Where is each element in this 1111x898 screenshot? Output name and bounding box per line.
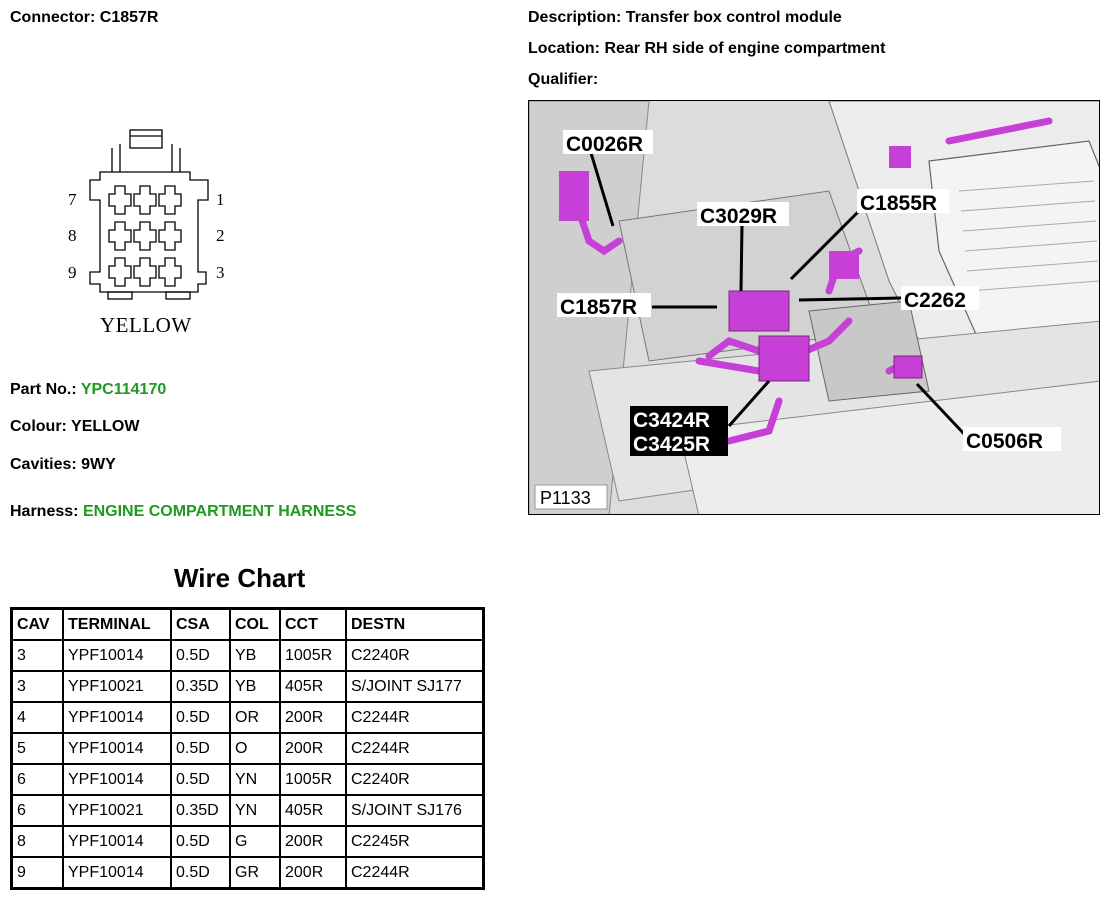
cell-col: G — [230, 826, 280, 857]
connector-value: C1857R — [99, 9, 159, 26]
col-cct: CCT — [280, 609, 346, 640]
location-label: Location: — [528, 40, 600, 57]
cell-cav: 6 — [12, 764, 63, 795]
cell-col: O — [230, 733, 280, 764]
connector-line — [10, 9, 158, 27]
cell-csa: 0.5D — [171, 702, 230, 733]
table-header-row — [12, 609, 483, 640]
qualifier-label: Qualifier: — [528, 71, 599, 88]
cell-destn: C2240R — [346, 640, 483, 671]
cell-cct: 200R — [280, 733, 346, 764]
cell-destn: C2244R — [346, 857, 483, 888]
description-label: Description: — [528, 9, 622, 26]
cell-cct: 405R — [280, 671, 346, 702]
cell-destn: S/JOINT SJ176 — [346, 795, 483, 826]
cell-destn: C2240R — [346, 764, 483, 795]
cell-csa: 0.5D — [171, 826, 230, 857]
cell-cct: 200R — [280, 857, 346, 888]
cell-cav: 9 — [12, 857, 63, 888]
cell-col: GR — [230, 857, 280, 888]
wire-chart-table — [10, 607, 485, 890]
wire-chart-title: Wire Chart — [174, 563, 306, 593]
pin-1: 1 — [216, 190, 225, 209]
cell-terminal: YPF10014 — [63, 640, 171, 671]
table-row — [12, 733, 483, 764]
cell-col: YB — [230, 640, 280, 671]
harness-label: Harness: — [10, 503, 79, 520]
cell-col: OR — [230, 702, 280, 733]
table-row — [12, 764, 483, 795]
callout-c3029r: C3029R — [700, 205, 778, 228]
connector-label: Connector: — [10, 9, 96, 26]
part-number-line — [10, 381, 166, 399]
col-csa: CSA — [171, 609, 230, 640]
cell-destn: C2245R — [346, 826, 483, 857]
pin-2: 2 — [216, 226, 225, 245]
callout-c0506r: C0506R — [966, 430, 1044, 453]
cell-col: YN — [230, 795, 280, 826]
connector-colour-caption: YELLOW — [100, 313, 192, 337]
colour-label: Colour: — [10, 418, 67, 435]
cell-terminal: YPF10021 — [63, 671, 171, 702]
cell-terminal: YPF10014 — [63, 857, 171, 888]
cavities-value: 9WY — [81, 456, 116, 473]
cell-cct: 405R — [280, 795, 346, 826]
location-line — [528, 40, 885, 58]
cell-col: YN — [230, 764, 280, 795]
cell-cav: 3 — [12, 640, 63, 671]
cell-cav: 3 — [12, 671, 63, 702]
col-col: COL — [230, 609, 280, 640]
cell-destn: C2244R — [346, 702, 483, 733]
harness-line — [10, 503, 356, 521]
description-line — [528, 9, 842, 27]
pin-3: 3 — [216, 263, 225, 282]
table-row — [12, 857, 483, 888]
part-number-label: Part No.: — [10, 381, 77, 398]
callout-c3424r: C3424R — [633, 409, 711, 432]
cell-csa: 0.35D — [171, 671, 230, 702]
cell-terminal: YPF10021 — [63, 795, 171, 826]
connector-face-svg — [60, 122, 260, 342]
cell-csa: 0.5D — [171, 733, 230, 764]
callout-c2262: C2262 — [904, 289, 966, 312]
connector-face-drawing — [60, 122, 260, 342]
cell-col: YB — [230, 671, 280, 702]
cell-csa: 0.5D — [171, 764, 230, 795]
pin-9: 9 — [68, 263, 77, 282]
cell-cav: 6 — [12, 795, 63, 826]
cavities-label: Cavities: — [10, 456, 77, 473]
colour-line — [10, 418, 139, 436]
harness-link[interactable]: ENGINE COMPARTMENT HARNESS — [82, 503, 357, 520]
callout-c1855r: C1855R — [860, 192, 938, 215]
pin-7: 7 — [68, 190, 77, 209]
cell-terminal: YPF10014 — [63, 702, 171, 733]
col-terminal: TERMINAL — [63, 609, 171, 640]
pin-8: 8 — [68, 226, 77, 245]
location-photo-svg — [529, 101, 1100, 515]
table-row — [12, 702, 483, 733]
col-cav: CAV — [12, 609, 63, 640]
cell-cav: 4 — [12, 702, 63, 733]
cell-terminal: YPF10014 — [63, 764, 171, 795]
colour-value: YELLOW — [71, 418, 140, 435]
description-value: Transfer box control module — [625, 9, 842, 26]
location-value: Rear RH side of engine compartment — [604, 40, 886, 57]
qualifier-line — [528, 71, 598, 89]
callout-c3425r: C3425R — [633, 433, 711, 456]
cell-cav: 8 — [12, 826, 63, 857]
table-row — [12, 826, 483, 857]
cell-csa: 0.35D — [171, 795, 230, 826]
cell-terminal: YPF10014 — [63, 826, 171, 857]
callout-c0026r: C0026R — [566, 133, 644, 156]
cell-terminal: YPF10014 — [63, 733, 171, 764]
cell-csa: 0.5D — [171, 640, 230, 671]
cell-cav: 5 — [12, 733, 63, 764]
part-number-link[interactable]: YPC114170 — [80, 381, 167, 398]
col-destn: DESTN — [346, 609, 483, 640]
table-row — [12, 795, 483, 826]
cell-cct: 200R — [280, 702, 346, 733]
cavities-line — [10, 456, 116, 474]
cell-csa: 0.5D — [171, 857, 230, 888]
table-row — [12, 640, 483, 671]
cell-cct: 200R — [280, 826, 346, 857]
figure-id: P1133 — [540, 488, 591, 508]
cell-cct: 1005R — [280, 640, 346, 671]
cell-destn: C2244R — [346, 733, 483, 764]
table-row — [12, 671, 483, 702]
cell-cct: 1005R — [280, 764, 346, 795]
cell-destn: S/JOINT SJ177 — [346, 671, 483, 702]
callout-c1857r: C1857R — [560, 296, 638, 319]
location-photo — [528, 100, 1100, 515]
